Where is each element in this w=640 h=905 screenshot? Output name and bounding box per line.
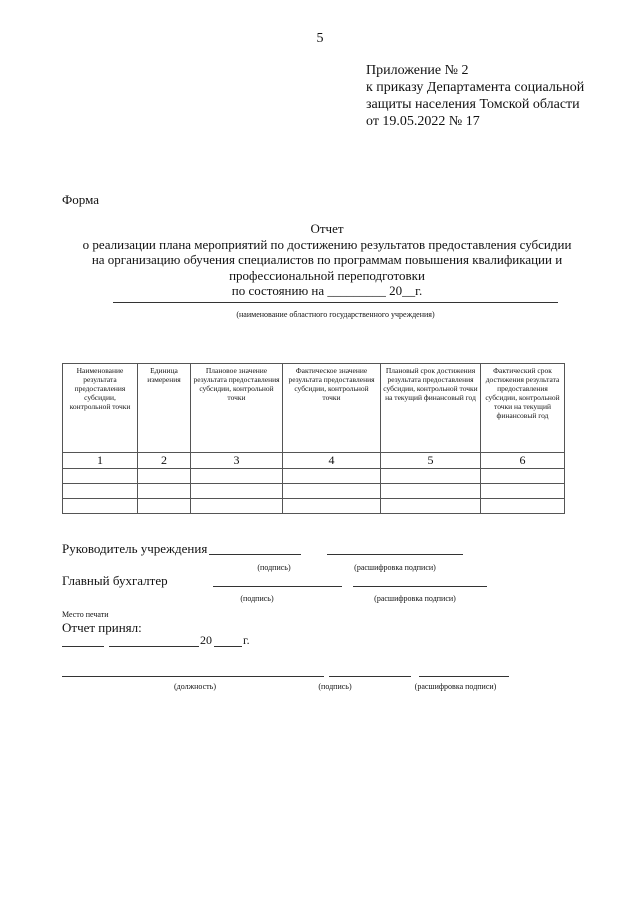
table-row	[63, 484, 565, 499]
column-number: 3	[191, 453, 283, 469]
accountant-signature-caption: (подпись)	[240, 594, 274, 603]
appendix-line: от 19.05.2022 № 17	[366, 114, 480, 129]
accountant-label: Главный бухгалтер	[62, 573, 168, 588]
form-label: Форма	[62, 192, 99, 207]
accepted-year-prefix: 20	[200, 633, 212, 647]
report-subtitle-line: о реализации плана мероприятий по достижению результатов предоставления субсидии	[82, 236, 572, 252]
head-label: Руководитель учреждения	[62, 541, 208, 556]
table-header-cell: Единица измерения	[138, 364, 191, 453]
appendix-block	[366, 62, 606, 130]
report-subtitle-line: на организацию обучения специалистов по программам повышения квалификации и	[91, 252, 563, 267]
report-table	[62, 363, 565, 514]
report-title: Отчет	[310, 221, 344, 236]
table-header-cell: Наименование результата предоставления субсидии, контрольной точки	[63, 364, 138, 453]
column-number: 2	[138, 453, 191, 469]
appendix-line: защиты населения Томской области	[366, 97, 580, 112]
head-decoding-line	[327, 554, 463, 555]
table-header-row	[63, 364, 565, 453]
accepted-day-line	[62, 646, 104, 647]
column-number: 1	[63, 453, 138, 469]
acceptor-signature-caption: (подпись)	[318, 682, 352, 691]
accepted-label: Отчет принял:	[62, 620, 142, 635]
accountant-signature-line	[213, 586, 342, 587]
accepted-year-line	[214, 646, 242, 647]
accepted-year-suffix: г.	[243, 633, 250, 647]
head-decoding-caption: (расшифровка подписи)	[354, 563, 436, 572]
acceptor-decoding-caption: (расшифровка подписи)	[414, 682, 497, 691]
position-caption: (должность)	[174, 682, 216, 691]
institution-underline	[113, 302, 558, 303]
table-header-cell: Фактический срок достижения результата предоставления субсидии, контрольной точки на текущий финансовый год	[481, 364, 565, 453]
table-header-cell: Плановый срок достижения результата предоставления субсидии, контрольной точки на текущий финансовый год	[381, 364, 481, 453]
column-number: 5	[381, 453, 481, 469]
report-date-line: по состоянию на _________ 20__г.	[231, 283, 423, 298]
head-signature-caption: (подпись)	[257, 563, 291, 572]
stamp-place-label: Место печати	[62, 610, 109, 619]
accountant-decoding-caption: (расшифровка подписи)	[374, 594, 456, 603]
column-number: 6	[481, 453, 565, 469]
report-subtitle-line: профессиональной переподготовки	[229, 267, 425, 283]
acceptor-decoding-line	[419, 676, 509, 677]
table-number-row	[63, 453, 565, 469]
head-signature-line	[209, 554, 301, 555]
appendix-line: к приказу Департамента социальной	[366, 80, 585, 95]
table-row	[63, 469, 565, 484]
institution-caption: (наименование областного государственного учреждения)	[236, 310, 435, 319]
accountant-decoding-line	[353, 586, 487, 587]
report-title-block	[62, 221, 592, 299]
column-number: 4	[283, 453, 381, 469]
page-number: 5	[316, 31, 324, 46]
table-header-cell: Фактическое значение результата предоставления субсидии, контрольной точки	[283, 364, 381, 453]
acceptor-signature-line	[329, 676, 411, 677]
table-row	[63, 499, 565, 514]
position-line	[62, 676, 324, 677]
appendix-line: Приложение № 2	[366, 63, 469, 78]
accepted-month-line	[109, 646, 199, 647]
table-header-cell: Плановое значение результата предоставления субсидии, контрольной точки	[191, 364, 283, 453]
